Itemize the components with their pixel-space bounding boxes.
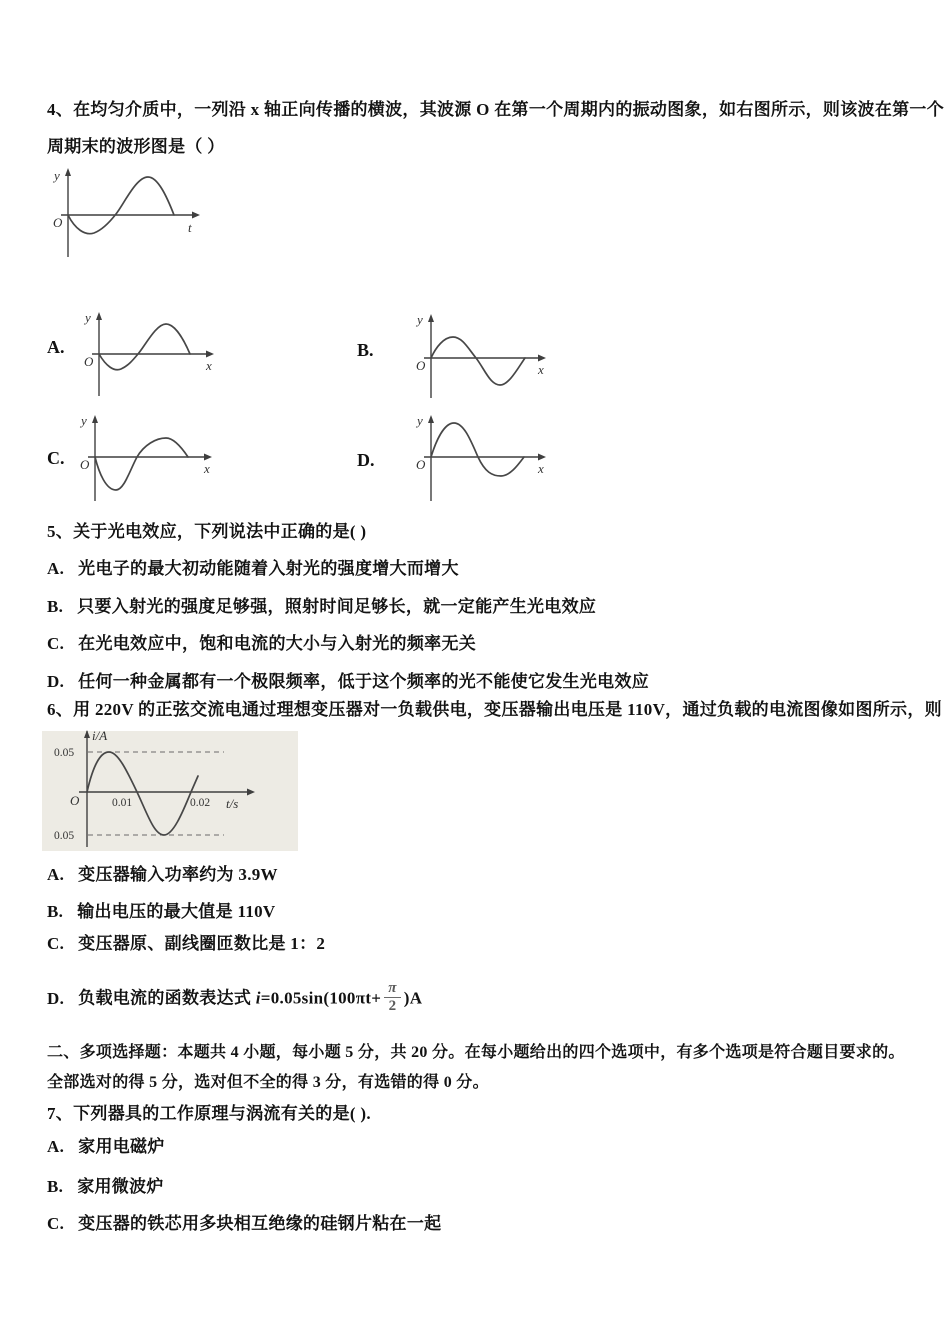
q6-stem: 6、用 220V 的正弦交流电通过理想变压器对一负载供电，变压器输出电压是 110V，通过负载的电流图像如图所示，则: [47, 700, 942, 719]
wave-curve: [99, 324, 190, 370]
y-axis-label: i/A: [92, 728, 108, 743]
option-label: B.: [47, 1177, 64, 1196]
t-axis-label: t: [188, 220, 192, 235]
option-label: C.: [47, 934, 65, 953]
option-text: 变压器输入功率约为 3.9W: [78, 865, 278, 884]
y-axis-arrow: [92, 415, 98, 423]
q4-stem-line1: 4、在均匀介质中，一列沿 x 轴正向传播的横波，其波源 O 在第一个周期内的振动图象，如右图所示，则该波在第一个: [47, 100, 945, 119]
option-label: A.: [47, 865, 65, 884]
origin-label: O: [84, 354, 94, 369]
option-label: D.: [47, 988, 65, 1008]
option-text: 变压器的铁芯用多块相互绝缘的硅钢片粘在一起: [78, 1214, 442, 1233]
origin-label: O: [70, 793, 80, 808]
q4-option-d-label: D.: [357, 450, 375, 470]
q5-option-a: [47, 558, 459, 579]
q4-option-c-graph: [62, 413, 227, 508]
y-axis-arrow: [96, 312, 102, 320]
upper-amplitude-value: 0.05: [54, 747, 75, 759]
option-text: 变压器原、副线圈匝数比是 1：2: [78, 934, 326, 953]
q6-option-a: [47, 864, 278, 885]
q7-stem: 7、下列器具的工作原理与涡流有关的是( ).: [47, 1104, 371, 1123]
option-text: 任何一种金属都有一个极限频率，低于这个频率的光不能使它发生光电效应: [78, 672, 650, 691]
section2-line1: 二、多项选择题：本题共 4 小题，每小题 5 分，共 20 分。在每小题给出的四个选项中，有多个选项是符合题目要求的。: [47, 1044, 905, 1061]
x-axis-arrow: [538, 454, 546, 461]
q4-source-graph: [40, 163, 215, 263]
formula-prefix: 负载电流的函数表达式: [78, 988, 256, 1008]
x-axis-label: x: [206, 358, 212, 373]
q4-option-a-label: A.: [47, 337, 65, 357]
x-axis-label: x: [538, 362, 544, 377]
y-axis-label: y: [85, 310, 91, 325]
wave-curve: [68, 177, 174, 234]
x-axis-label: x: [204, 461, 210, 476]
option-label: B.: [47, 597, 64, 616]
formula-suffix: )A: [403, 988, 423, 1008]
formula-variable: i: [255, 988, 261, 1008]
q4-option-b-label: B.: [357, 340, 374, 360]
q6-option-b: [47, 901, 276, 922]
formula-mid: =0.05sin(100πt+: [260, 988, 382, 1008]
q6-option-c: [47, 933, 325, 954]
pi-over-2-fraction: [384, 981, 401, 1014]
y-axis-arrow: [65, 168, 71, 176]
option-text: 家用电磁炉: [78, 1137, 165, 1156]
option-text: 只要入射光的强度足够强，照射时间足够长，就一定能产生光电效应: [77, 597, 597, 616]
option-label: B.: [47, 902, 64, 921]
t-tick-1: 0.01: [112, 797, 133, 809]
option-label: A.: [47, 559, 65, 578]
origin-label: O: [80, 457, 90, 472]
y-axis-arrow: [428, 415, 434, 423]
t-axis-arrow: [192, 212, 200, 219]
wave-curve: [95, 438, 188, 490]
option-text: 光电子的最大初动能随着入射光的强度增大而增大: [78, 559, 459, 578]
origin-label: O: [53, 215, 63, 230]
t-tick-2: 0.02: [190, 797, 211, 809]
fraction-denominator: 2: [388, 998, 397, 1014]
origin-label: O: [416, 358, 426, 373]
q7-option-a: [47, 1136, 165, 1157]
q7-option-c: [47, 1213, 441, 1234]
q4-option-a-graph: [66, 308, 231, 403]
option-label: D.: [47, 672, 65, 691]
y-axis-label: y: [81, 413, 87, 428]
wave-curve: [431, 337, 525, 385]
q6-option-d: [47, 981, 422, 1014]
y-axis-label: y: [417, 312, 423, 327]
fraction-numerator: π: [384, 981, 401, 998]
x-axis-label: x: [538, 461, 544, 476]
x-axis-arrow: [206, 351, 214, 358]
t-axis-label: t/s: [226, 796, 239, 811]
option-label: C.: [47, 634, 65, 653]
q4-stem-line2: 周期末的波形图是（ ）: [47, 137, 225, 156]
origin-label: O: [416, 457, 426, 472]
q6-current-graph: [42, 729, 312, 851]
q5-option-b: [47, 596, 596, 617]
q5-stem: 5、关于光电效应，下列说法中正确的是( ): [47, 522, 367, 541]
option-text: 家用微波炉: [77, 1177, 164, 1196]
option-label: A.: [47, 1137, 65, 1156]
section2-line2: 全部选对的得 5 分，选对但不全的得 3 分，有选错的得 0 分。: [47, 1074, 489, 1091]
y-axis-arrow: [428, 314, 434, 322]
option-text: 在光电效应中，饱和电流的大小与入射光的频率无关: [78, 634, 477, 653]
q4-option-b-graph: [398, 310, 563, 405]
x-axis-arrow: [204, 454, 212, 461]
q4-option-d-graph: [398, 413, 563, 508]
q4-option-c-label: C.: [47, 448, 65, 468]
q7-option-b: [47, 1176, 164, 1197]
y-axis-label: y: [54, 168, 60, 183]
lower-amplitude-value: 0.05: [54, 830, 75, 842]
x-axis-arrow: [538, 355, 546, 362]
option-text: 输出电压的最大值是 110V: [77, 902, 276, 921]
q5-option-d: [47, 671, 649, 692]
wave-curve: [431, 423, 524, 476]
q5-option-c: [47, 633, 476, 654]
option-label: C.: [47, 1214, 65, 1233]
y-axis-label: y: [417, 413, 423, 428]
